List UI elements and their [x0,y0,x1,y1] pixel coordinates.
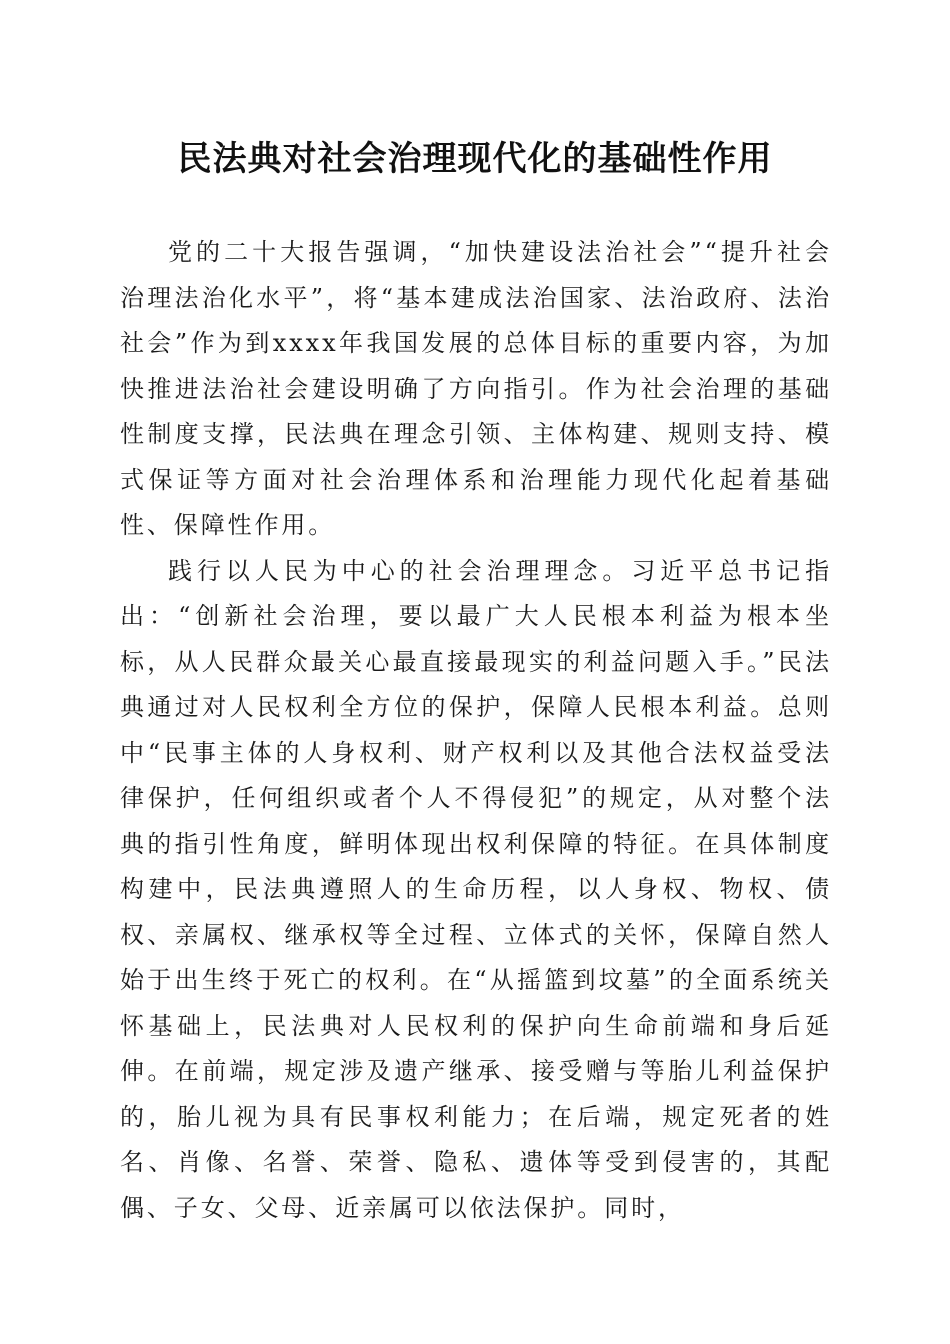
paragraph-intro: 党的二十大报告强调，“加快建设法治社会”“提升社会治理法治化水平”，将“基本建成法治国家、法治政府、法治社会”作为到xxxx年我国发展的总体目标的重要内容，为加快推进法治社会建设明确了方向指引。作为社会治理的基础性制度支撑，民法典在理念引领、主体构建、规则支持、模式保证等方面对社会治理体系和治理能力现代化起着基础性、保障性作用。 [120,238,832,539]
document-title: 民法典对社会治理现代化的基础性作用 [177,139,773,179]
paragraph-people-centered: 践行以人民为中心的社会治理理念。习近平总书记指出：“创新社会治理，要以最广大人民根本利益为根本坐标，从人民群众最关心最直接最现实的利益问题入手。”民法典通过对人民权利全方位的保护，保障人民根本利益。总则中“民事主体的人身权利、财产权利以及其他合法权益受法律保护，任何组织或者个人不得侵犯”的规定，从对整个法典的指引性角度，鲜明体现出权利保障的特征。在具体制度构建中，民法典遵照人的生命历程，以人身权、物权、债权、亲属权、继承权等全过程、立体式的关怀，保障自然人始于出生终于死亡的权利。在“从摇篮到坟墓”的全面系统关怀基础上，民法典对人民权利的保护向生命前端和身后延伸。在前端，规定涉及遗产继承、接受赠与等胎儿利益保护的，胎儿视为具有民事权利能力；在后端，规定死者的姓名、肖像、名誉、荣誉、隐私、遗体等受到侵害的，其配偶、子女、父母、近亲属可以依法保护。同时， [120,556,832,1222]
document-body [120,230,832,1231]
